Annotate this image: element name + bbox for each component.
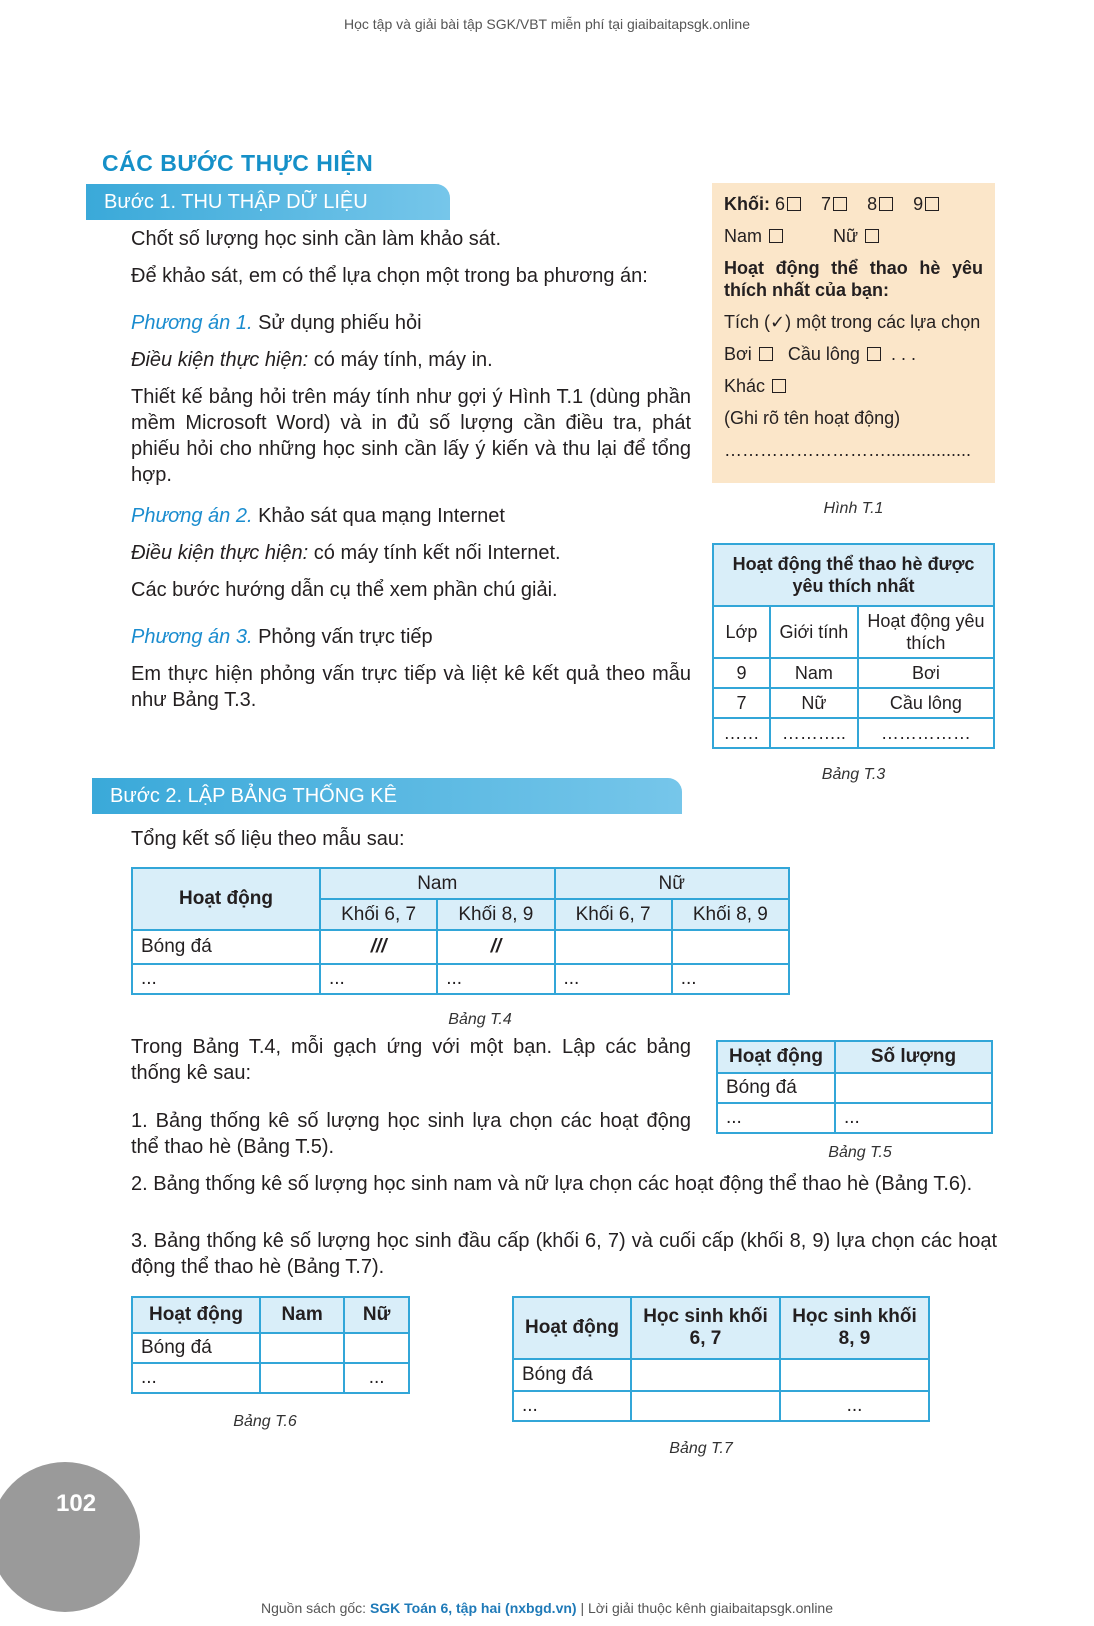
table-row	[713, 688, 994, 718]
table-cell: ...	[344, 1363, 409, 1393]
checkbox-icon	[772, 379, 786, 393]
form-options-row	[724, 343, 983, 365]
option2-description: Các bước hướng dẫn cụ thể xem phần chú giải.	[131, 579, 558, 601]
tally-mark: ///	[320, 930, 437, 964]
table-cell: Nữ	[770, 688, 858, 718]
table-cell: ……………	[858, 718, 994, 748]
table-row	[513, 1391, 929, 1421]
grade-label: Khối:	[724, 194, 770, 214]
table-t7-header: Hoạt động	[513, 1297, 631, 1359]
step1-banner: Bước 1. THU THẬP DỮ LIỆU	[86, 184, 450, 220]
option2-text: Khảo sát qua mạng Internet	[252, 505, 505, 527]
table-t7-header: Học sinh khối 6, 7	[631, 1297, 780, 1359]
page-number: 102	[56, 1490, 97, 1517]
step2-p1: Tổng kết số liệu theo mẫu sau:	[131, 828, 405, 850]
option-other: Khác	[724, 376, 766, 396]
table-row	[132, 1333, 409, 1363]
table-row	[513, 1359, 929, 1391]
table-cell: ………..	[770, 718, 858, 748]
step2-banner: Bước 2. LẬP BẢNG THỐNG KÊ	[92, 778, 682, 814]
table-t7-header: Học sinh khối 8, 9	[780, 1297, 929, 1359]
option-more: . . .	[890, 344, 916, 364]
table-t6-header: Nam	[260, 1297, 344, 1333]
table-t6-header: Nữ	[344, 1297, 409, 1333]
form-note: (Ghi rõ tên hoạt động)	[724, 408, 901, 428]
table-cell: Cầu lông	[858, 688, 994, 718]
figure-t1-caption: Hình T.1	[823, 500, 884, 517]
table-cell	[260, 1363, 344, 1393]
table-row	[132, 964, 789, 994]
form-instruction: Tích (✓) một trong các lựa chọn	[724, 312, 981, 332]
grade-9: 9	[913, 194, 924, 214]
form-other-row	[724, 375, 983, 397]
page-number-badge	[0, 1462, 140, 1612]
checkbox-icon	[867, 347, 881, 361]
table-t7-caption: Bảng T.7	[669, 1440, 733, 1457]
table-cell	[260, 1333, 344, 1363]
grade-8: 8	[867, 194, 878, 214]
header-note: Học tập và giải bài tập SGK/VBT miễn phí tại giaibaitapsgk.online	[344, 16, 750, 32]
tally-mark: //	[437, 930, 554, 964]
checkbox-icon	[833, 197, 847, 211]
table-row	[132, 1363, 409, 1393]
table-t5-header: Số lượng	[835, 1041, 992, 1073]
table-cell: Bóng đá	[513, 1359, 631, 1391]
step1-p2: Để khảo sát, em có thể lựa chọn một trong ba phương án:	[131, 265, 648, 287]
condition-label: Điều kiện thực hiện:	[131, 349, 309, 371]
form-dots: ……………………….................	[724, 440, 972, 460]
table-cell	[835, 1073, 992, 1103]
table-cell: 9	[713, 658, 770, 688]
table-cell: Bóng đá	[132, 1333, 260, 1363]
table-t3-title: Hoạt động thể thao hè được yêu thích nhất	[713, 544, 994, 606]
table-cell: ……	[713, 718, 770, 748]
table-cell	[555, 930, 672, 964]
table-t5-caption: Bảng T.5	[828, 1144, 892, 1161]
table-cell: ...	[513, 1391, 631, 1421]
table-t4-subheader: Khối 8, 9	[672, 899, 789, 930]
table-t4-caption: Bảng T.4	[448, 1011, 512, 1028]
step2-item3: 3. Bảng thống kê số lượng học sinh đầu cấp (khối 6, 7) và cuối cấp (khối 8, 9) lựa chọn các hoạt động thể thao hè (Bảng T.7).	[131, 1230, 997, 1278]
grade-7: 7	[821, 194, 832, 214]
table-t4-subheader: Khối 6, 7	[555, 899, 672, 930]
checkbox-icon	[769, 229, 783, 243]
table-row	[717, 1073, 992, 1103]
table-cell: ...	[780, 1391, 929, 1421]
option3-line	[131, 624, 691, 650]
table-t4-subheader: Khối 6, 7	[320, 899, 437, 930]
footer-source-link[interactable]: SGK Toán 6, tập hai (nxbgd.vn)	[369, 1600, 577, 1616]
option-swim: Bơi	[724, 344, 752, 364]
option3-description: Em thực hiện phỏng vấn trực tiếp và liệt kê kết quả theo mẫu như Bảng T.3.	[131, 663, 691, 711]
table-t3-caption: Bảng T.3	[821, 766, 886, 783]
table-t3-header: Hoạt động yêu thích	[858, 606, 994, 658]
table-cell: ...	[320, 964, 437, 994]
survey-form-figure	[712, 183, 995, 483]
option2-label: Phương án 2.	[131, 505, 253, 527]
checkbox-icon	[759, 347, 773, 361]
table-cell	[780, 1359, 929, 1391]
checkbox-icon	[925, 197, 939, 211]
table-t4-subheader: Khối 8, 9	[437, 899, 554, 930]
checkbox-icon	[787, 197, 801, 211]
table-cell: ...	[717, 1103, 835, 1133]
form-question: Hoạt động thể thao hè yêu thích nhất của bạn:	[724, 258, 983, 300]
footer-note	[0, 1600, 1094, 1616]
table-cell	[344, 1333, 409, 1363]
table-t6-caption: Bảng T.6	[233, 1413, 297, 1430]
table-cell: Bóng đá	[717, 1073, 835, 1103]
footer-prefix: Nguồn sách gốc:	[260, 1600, 370, 1616]
option2-condition	[131, 540, 691, 566]
table-t3	[712, 543, 995, 749]
table-cell: ...	[132, 964, 320, 994]
footer-suffix: | Lời giải thuộc kênh giaibaitapsgk.online	[576, 1600, 834, 1616]
option1-label: Phương án 1.	[131, 312, 253, 334]
table-cell	[631, 1391, 780, 1421]
option-badminton: Cầu lông	[787, 344, 860, 364]
table-t7	[512, 1296, 930, 1422]
table-t3-header: Giới tính	[770, 606, 858, 658]
table-row	[713, 658, 994, 688]
table-cell	[672, 930, 789, 964]
table-cell: ...	[437, 964, 554, 994]
option2-line	[131, 503, 691, 529]
step2-item1: 1. Bảng thống kê số lượng học sinh lựa chọn các hoạt động thể thao hè (Bảng T.5).	[131, 1110, 691, 1158]
option1-text: Sử dụng phiếu hỏi	[252, 312, 422, 334]
table-t4-male-header: Nam	[320, 868, 555, 899]
table-cell: ...	[555, 964, 672, 994]
option3-text: Phỏng vấn trực tiếp	[252, 626, 433, 648]
table-cell: 7	[713, 688, 770, 718]
option1-line	[131, 310, 691, 336]
step1-p1: Chốt số lượng học sinh cần làm khảo sát.	[131, 228, 502, 250]
table-cell	[631, 1359, 780, 1391]
table-t5-header: Hoạt động	[717, 1041, 835, 1073]
table-cell: ...	[672, 964, 789, 994]
page-title: CÁC BƯỚC THỰC HIỆN	[102, 150, 374, 176]
condition-label-2: Điều kiện thực hiện:	[131, 542, 309, 564]
option1-condition	[131, 347, 691, 373]
step2-item2: 2. Bảng thống kê số lượng học sinh nam và nữ lựa chọn các hoạt động thể thao hè (Bảng T.6).	[131, 1173, 973, 1195]
form-gender-row	[724, 225, 983, 247]
table-cell: Bóng đá	[132, 930, 320, 964]
grade-6: 6	[775, 194, 786, 214]
table-row	[717, 1103, 992, 1133]
table-cell: ...	[835, 1103, 992, 1133]
gender-female: Nữ	[833, 226, 859, 246]
option1-description: Thiết kế bảng hỏi trên máy tính như gợi ý Hình T.1 (dùng phần mềm Microsoft Word) và in đủ số lượng cần điều tra, phát phiếu hỏi cho những học sinh cần lấy ý kiến và thu lại để tổng hợp.	[131, 386, 691, 486]
table-row	[132, 930, 789, 964]
table-cell: ...	[132, 1363, 260, 1393]
table-t6	[131, 1296, 410, 1394]
option2-condition-text: có máy tính kết nối Internet.	[308, 542, 561, 564]
step2-p2: Trong Bảng T.4, mỗi gạch ứng với một bạn. Lập các bảng thống kê sau:	[131, 1036, 691, 1084]
table-row	[713, 718, 994, 748]
table-t4-activity-header: Hoạt động	[132, 868, 320, 930]
table-t6-header: Hoạt động	[132, 1297, 260, 1333]
option1-condition-text: có máy tính, máy in.	[308, 349, 493, 371]
checkbox-icon	[865, 229, 879, 243]
table-t3-header: Lớp	[713, 606, 770, 658]
table-t4-female-header: Nữ	[555, 868, 790, 899]
gender-male: Nam	[724, 226, 763, 246]
form-grade-row	[724, 193, 983, 215]
table-t5	[716, 1040, 993, 1134]
table-t4	[131, 867, 790, 995]
option3-label: Phương án 3.	[131, 626, 253, 648]
table-cell: Bơi	[858, 658, 994, 688]
checkbox-icon	[879, 197, 893, 211]
table-cell: Nam	[770, 658, 858, 688]
